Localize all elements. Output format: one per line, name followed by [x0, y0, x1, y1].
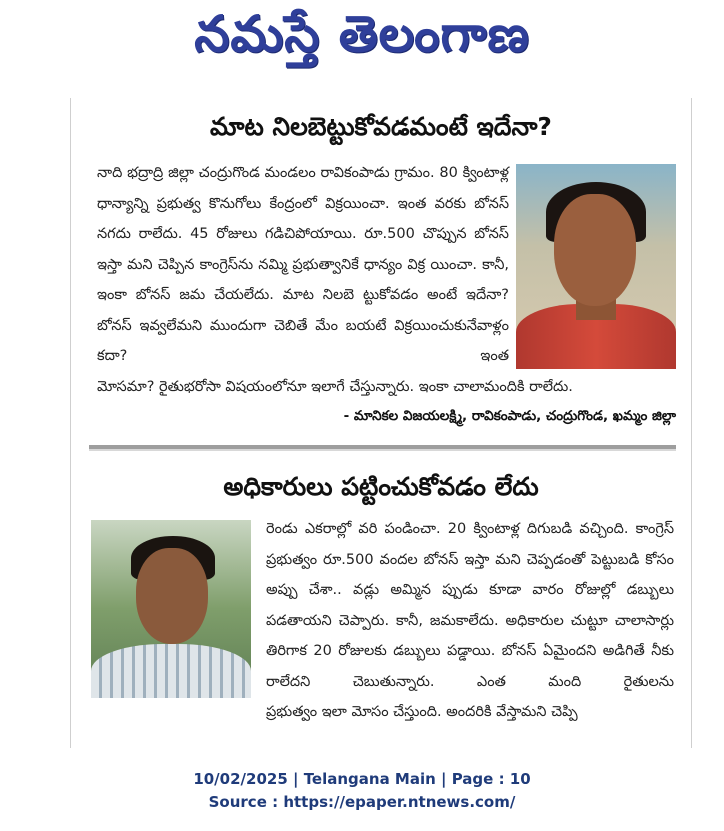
story1-byline: - మానికల విజయలక్ష్మి, రావికంపాడు, చంద్రుగొండ, ఖమ్మం జిల్లా — [343, 408, 676, 424]
edition-info: 10/02/2025 | Telangana Main | Page : 10 — [193, 770, 531, 788]
story2-body-last: ప్రభుత్వం ఇలా మోసం చేస్తుంది. అందరికి వేస్తామని చెప్పి — [266, 704, 578, 720]
source-info: Source : https://epaper.ntnews.com/ — [208, 793, 516, 811]
story1-body-last: మోసమా? రైతుభరోసా విషయంలోనూ ఇలాగే చేస్తున్నారు. ఇంకా చాలామందికి రాలేదు. — [97, 378, 573, 395]
story-divider — [89, 445, 676, 451]
story1-body-text: నాది భద్రాద్రి జిల్లా చంద్రుగొండ మండలం రావికంపాడు గ్రామం. 80 క్వింటాళ్ల ధాన్యాన్ని ప్రభుత్వ కొనుగోలు కేంద్రంలో విక్రయించా. ఇంత వరకు బోనస్ నగదు రాలేదు. 45 రోజులు గడిచిపోయాయి. రూ.500 చొప్పున బోనస్ ఇస్తా మని చెప్పిన కాంగ్రెస్‌ను నమ్మి ప్రభుత్వానికే ధాన్యం విక్ర యించా. కానీ, ఇంకా బోనస్ జమ చేయలేదు. మాట నిలబె ట్టుకోవడం అంటే ఇదేనా? బోనస్ ఇవ్వలేమని ముందుగా చెబితే మేం బయటే విక్రయించుకునేవాళ్లం కదా? ఇంత — [97, 165, 509, 364]
photo2-face — [136, 548, 208, 644]
newspaper-masthead — [0, 0, 724, 80]
masthead-title: నమస్తే తెలంగాణ — [194, 4, 530, 63]
story2-body-text: రెండు ఎకరాల్లో వరి పండించా. 20 క్వింటాళ్ల దిగుబడి వచ్చింది. కాంగ్రెస్ ప్రభుత్వం రూ.500 వందల బోనస్ ఇస్తా మని చెప్పడంతో పెట్టుబడి కోసం అప్పు చేశా.. వడ్లు అమ్మిన ప్పుడు కూడా వారం రోజుల్లో డబ్బులు పడతాయని చెప్పారు. కానీ, జమకాలేదు. అధికారుల చుట్టూ చాలాసార్లు తిరిగాక 20 రోజులకు డబ్బులు పడ్డాయి. బోనస్ ఏమైందని అడిగితే నీకు రాలేదని చెబుతున్నారు. ఎంత మంది రైతులను — [266, 521, 674, 690]
news-clipping — [70, 98, 692, 748]
story2-body — [266, 514, 674, 728]
story1-body — [97, 158, 573, 402]
story1-headline: మాట నిలబెట్టుకోవడమంటే ఇదేనా? — [210, 112, 552, 141]
photo1-face — [554, 194, 636, 306]
photo2-shirt — [91, 644, 251, 698]
story2-headline: అధికారులు పట్టించుకోవడం లేదు — [223, 472, 539, 501]
story1-photo — [516, 164, 676, 369]
story2-photo — [91, 520, 251, 698]
